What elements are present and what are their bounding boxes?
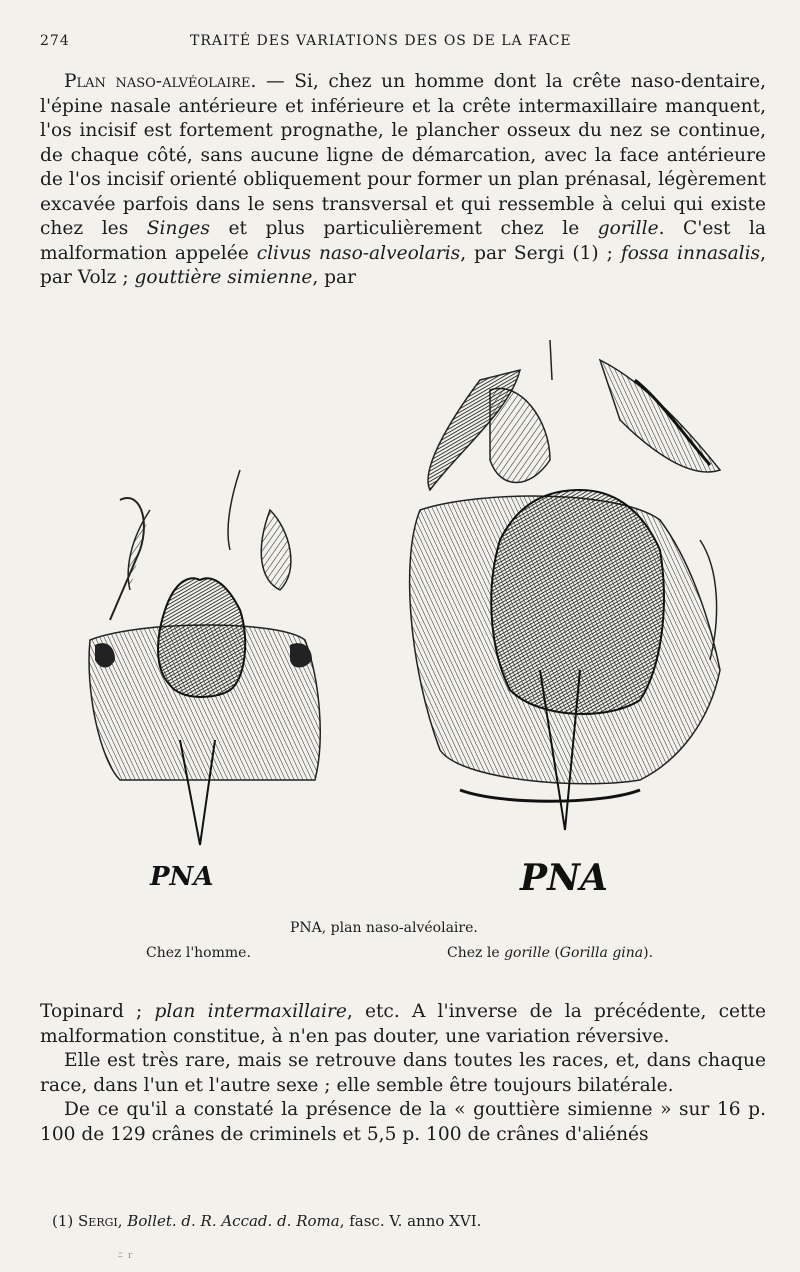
text-run: (	[549, 945, 560, 961]
text-run: Chez le	[447, 945, 505, 961]
paragraph-plan-naso-alveolaire	[40, 70, 766, 291]
running-head	[40, 33, 760, 53]
italic-term: gorille	[597, 218, 659, 239]
italic-term: gorille	[504, 945, 550, 961]
engraving-svg	[80, 340, 760, 910]
italic-term: gouttière simienne	[134, 267, 313, 288]
pna-label-gorilla: PNA	[520, 857, 608, 899]
running-title: TRAITÉ DES VARIATIONS DES OS DE LA FACE	[190, 33, 572, 49]
text-run: , etc. A l'inverse de la précédente, cette malformation constitue, à n'en pas douter, une variation réversive.	[40, 1001, 767, 1047]
stray-mark: ﾆ ｒ	[118, 1251, 135, 1261]
human-skull-drawing	[89, 470, 320, 845]
bottom-paragraphs	[40, 1000, 766, 1147]
footnote-author: Sergi	[78, 1212, 118, 1230]
top-paragraph	[40, 70, 766, 291]
pna-label-human: PNA	[150, 862, 214, 892]
italic-term: fossa innasalis	[620, 242, 761, 264]
italic-term: clivus naso-alveolaris	[256, 242, 461, 264]
text-run: ).	[643, 945, 654, 961]
text-run: , fasc. V. anno XVI.	[339, 1212, 482, 1230]
caption-human: Chez l'homme.	[146, 945, 251, 961]
figure-caption: PNA, plan naso-alvéolaire.	[290, 920, 478, 936]
figure-illustration	[80, 340, 760, 910]
text-run: . C'est la malformation appelée	[40, 218, 766, 264]
section-lead: Plan naso-alvéolaire.	[64, 71, 257, 92]
footnote-marker: (1)	[52, 1212, 79, 1230]
text-run: Topinard ;	[40, 1001, 155, 1022]
paragraph-continuation	[40, 1000, 766, 1049]
paragraph-statistics: De ce qu'il a constaté la présence de la « gouttière simienne » sur 16 p. 100 de 129 crânes de criminels et 5,5 p. 100 de crânes d'aliénés	[40, 1099, 766, 1145]
footnote	[52, 1212, 772, 1230]
italic-term: Singes	[146, 218, 210, 239]
text-run: , par Volz ;	[40, 242, 767, 288]
paragraph-rarity: Elle est très rare, mais se retrouve dans toutes les races, et, dans chaque race, dans l'un et l'autre sexe ; elle semble être toujours bilatérale.	[40, 1050, 766, 1096]
text-run: — Si, chez un homme dont la crête naso-dentaire, l'épine nasale antérieure et inférieure et la crête intermaxillaire manquent, l'os incisif est fortement prognathe, le plancher osseux du nez se continue, de chaque côté, sans aucune ligne de démarcation, avec la face antérieure de l'os incisif orienté obliquement pour former un plan prénasal, légèrement excavée parfois dans le sens transversal et qui ressemble à celui qui existe chez les	[40, 71, 766, 239]
italic-term: Gorilla gina	[559, 945, 644, 961]
text-run: et plus particulièrement chez le	[209, 218, 598, 239]
text-run: , par	[312, 267, 357, 288]
italic-term: plan intermaxillaire	[154, 1001, 347, 1022]
gorilla-skull-drawing	[410, 340, 720, 830]
footnote-journal: Bollet. d. R. Accad. d. Roma	[127, 1212, 340, 1230]
page-number: 274	[40, 33, 70, 49]
text-run: ,	[117, 1212, 128, 1230]
caption-gorilla	[447, 945, 653, 961]
text-run: , par Sergi (1) ;	[460, 242, 621, 264]
